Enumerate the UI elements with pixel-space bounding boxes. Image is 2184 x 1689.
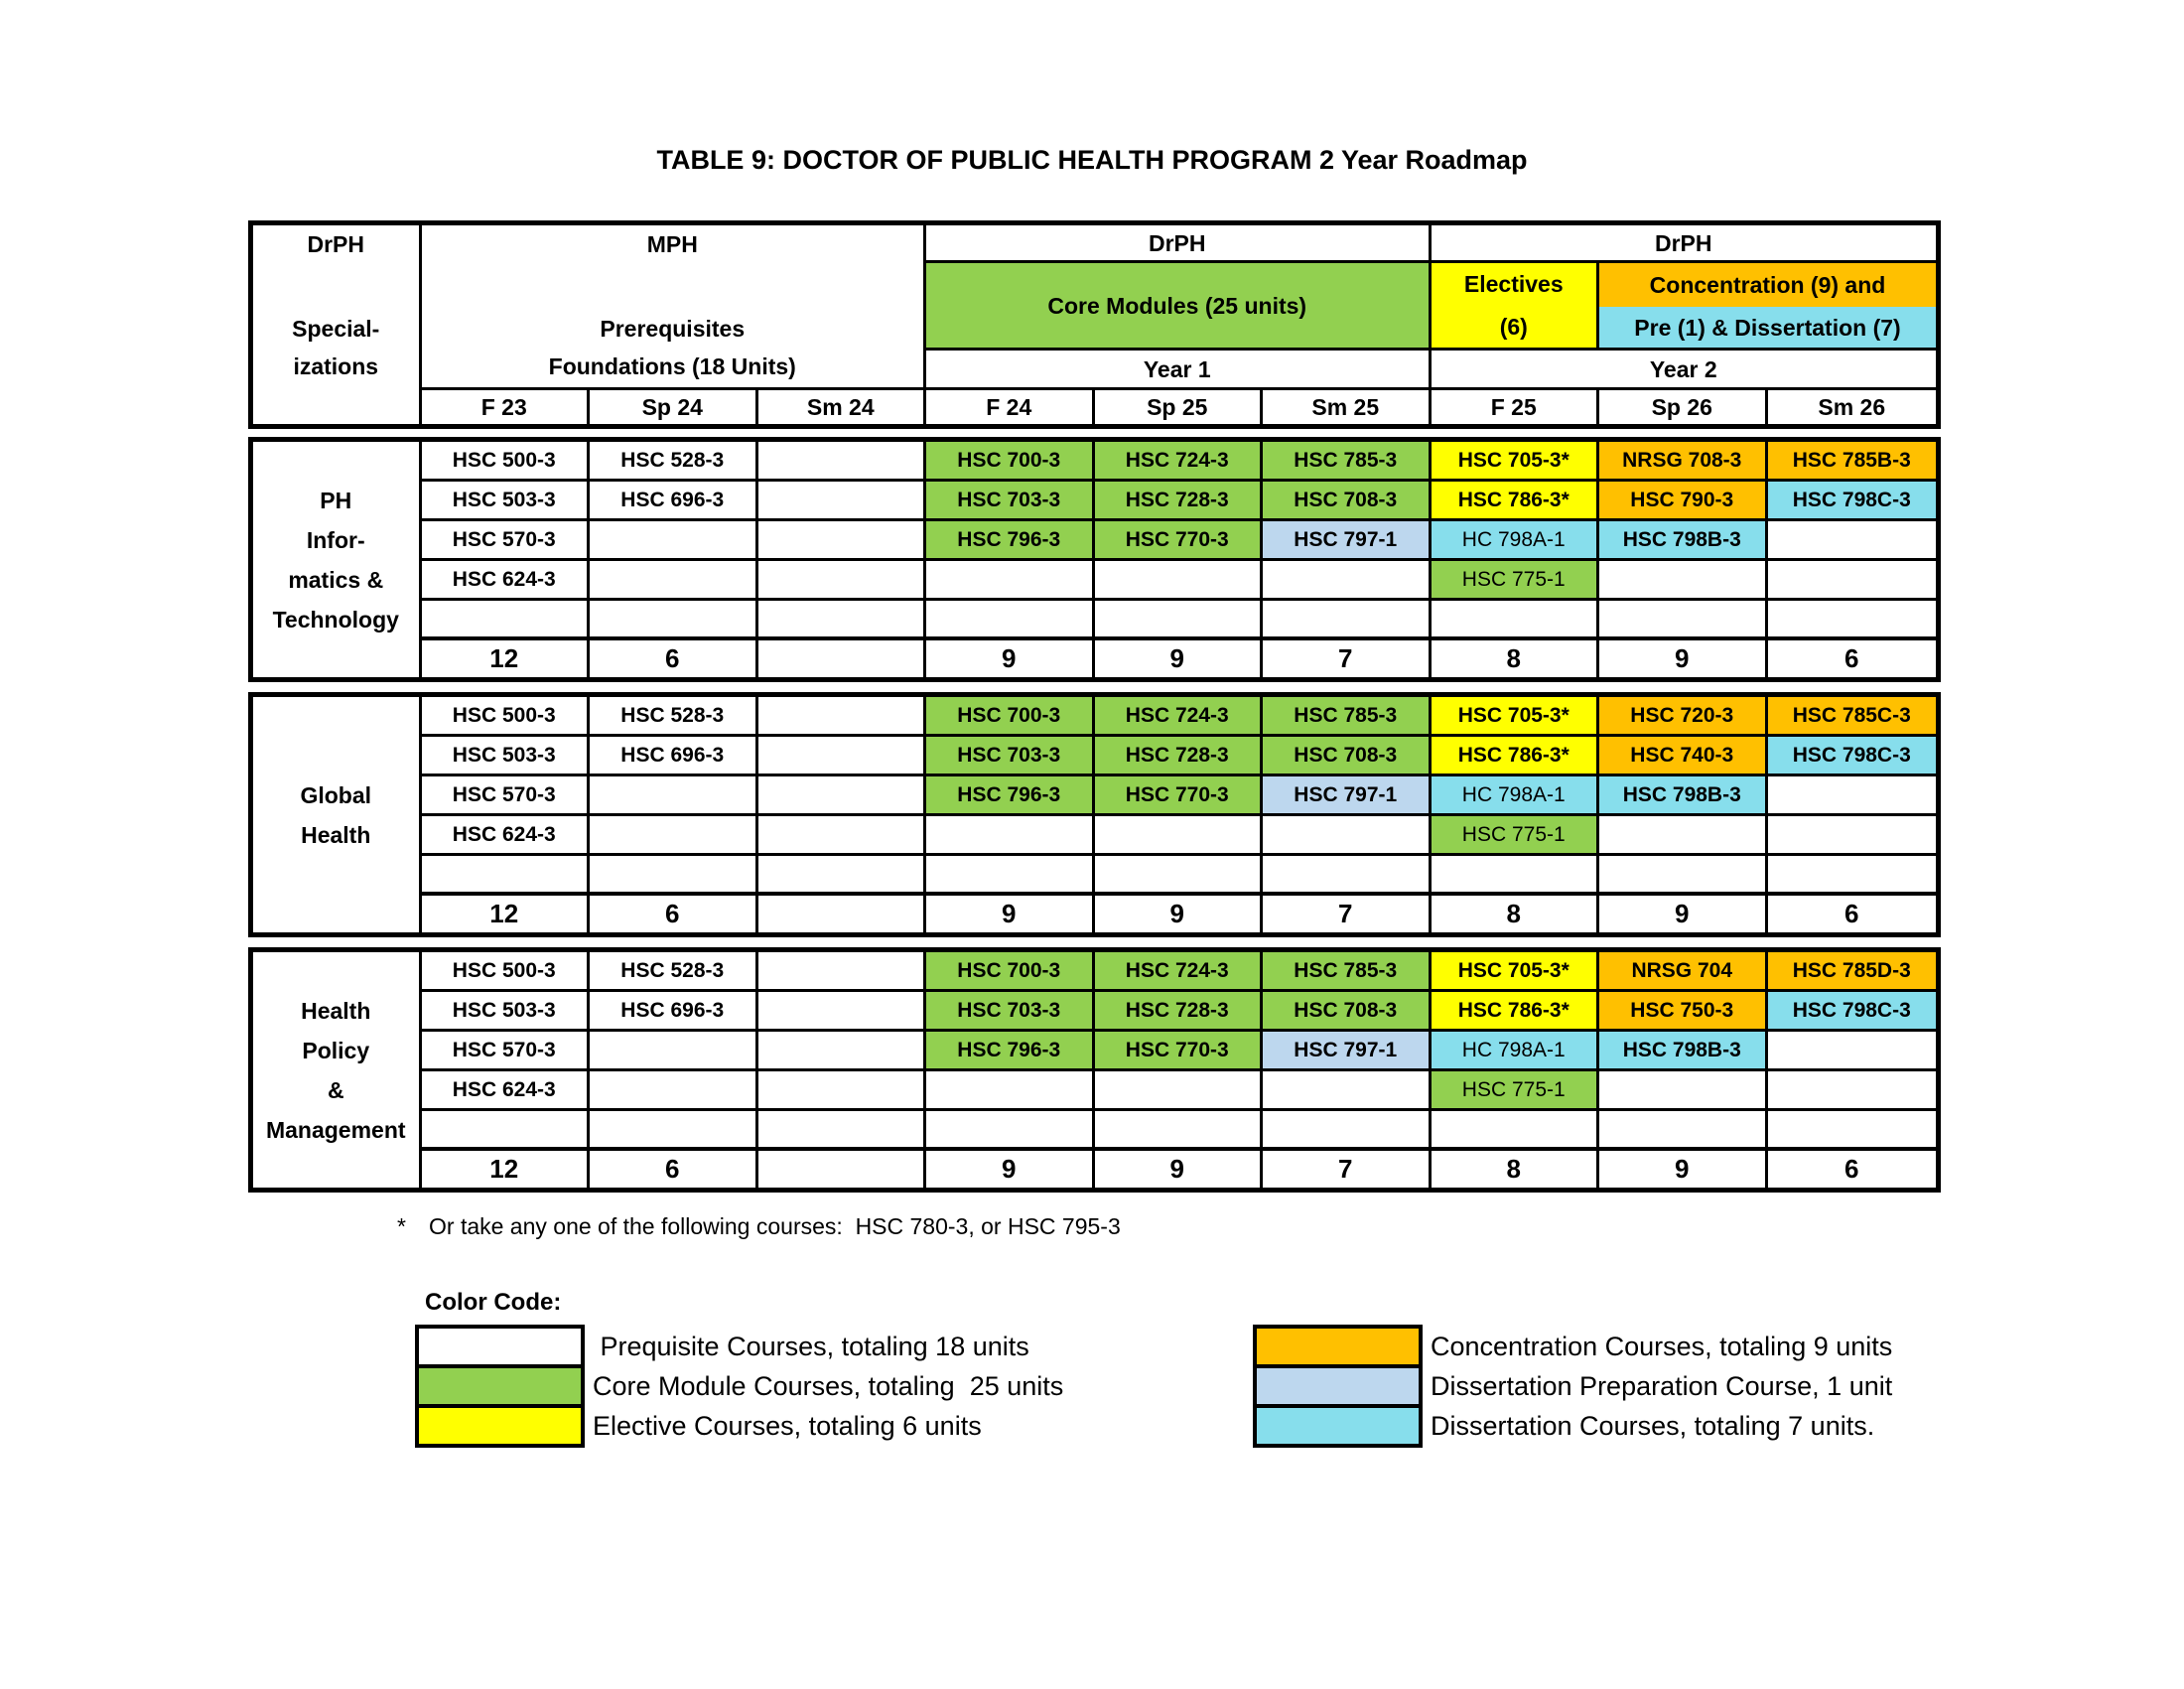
legend-label: Elective Courses, totaling 6 units (593, 1410, 982, 1441)
course-cell: HSC 785-3 (1263, 442, 1432, 482)
roadmap-header (248, 220, 1941, 429)
year2-label: Year 2 (1432, 351, 1937, 390)
electives-label: Electives (1463, 271, 1564, 298)
spec-header-cell (253, 225, 422, 424)
empty-cell (1599, 816, 1768, 856)
course-cell: HSC 570-3 (422, 521, 591, 561)
footnote (397, 1213, 1121, 1240)
course-cell: HSC 750-3 (1599, 992, 1768, 1032)
course-cell: HSC 785D-3 (1768, 952, 1937, 992)
course-cell: HSC 785-3 (1263, 697, 1432, 737)
course-cell: HSC 528-3 (590, 442, 758, 482)
specialization-label (253, 697, 422, 932)
course-cell: HSC 570-3 (422, 776, 591, 816)
course-cell: HSC 703-3 (926, 482, 1095, 521)
semester-units-total: 6 (1844, 1154, 1859, 1184)
course-cell: HSC 724-3 (1095, 442, 1264, 482)
empty-cell (590, 1111, 758, 1151)
course-cell: HSC 703-3 (926, 737, 1095, 776)
empty-cell (1095, 561, 1264, 601)
semester-units-total: 9 (926, 640, 1095, 677)
specialization-label-line: matics & (288, 566, 384, 593)
empty-cell (926, 816, 1095, 856)
legend-swatch-cyan (1253, 1404, 1423, 1448)
spec-header-line: izations (293, 353, 379, 379)
empty-cell (590, 521, 758, 561)
empty-cell (590, 601, 758, 640)
course-cell: HSC 728-3 (1095, 992, 1264, 1032)
term-label: Sp 25 (1095, 390, 1264, 424)
course-cell: HSC 724-3 (1095, 697, 1264, 737)
course-cell: HSC 797-1 (1263, 1032, 1432, 1071)
legend-row (415, 1364, 1063, 1408)
semester-units-total: 8 (1432, 896, 1600, 932)
footnote-text: Or take any one of the following courses: HSC 780-3, or HSC 795-3 (429, 1213, 1121, 1239)
specialization-block (248, 437, 1941, 682)
legend-label: Prequisite Courses, totaling 18 units (593, 1331, 1029, 1361)
empty-cell (590, 856, 758, 896)
empty-cell (758, 1071, 927, 1111)
empty-cell (758, 697, 927, 737)
empty-cell (758, 816, 927, 856)
course-cell: HSC 500-3 (422, 697, 591, 737)
semester-units-total: 6 (590, 896, 758, 932)
empty-cell (1432, 601, 1600, 640)
course-cell: HSC 796-3 (926, 521, 1095, 561)
empty-cell (1768, 816, 1937, 856)
legend-row (415, 1325, 1063, 1368)
course-cell: HSC 798C-3 (1768, 992, 1937, 1032)
semester-units-total: 6 (1844, 643, 1859, 673)
course-cell: HSC 720-3 (1599, 697, 1768, 737)
course-cell: HSC 786-3* (1432, 482, 1600, 521)
empty-cell (1768, 776, 1937, 816)
legend-swatch-white (415, 1325, 585, 1368)
course-cell: HSC 500-3 (422, 442, 591, 482)
drph-year1-title: DrPH (926, 225, 1432, 263)
course-cell: HSC 705-3* (1432, 442, 1600, 482)
empty-cell (1768, 1032, 1937, 1071)
empty-cell (1095, 816, 1264, 856)
semester-units-total (758, 896, 927, 932)
semester-units-total (758, 640, 927, 677)
electives-units: (6) (1499, 313, 1528, 340)
empty-cell (1768, 856, 1937, 896)
semester-units-total: 8 (1432, 640, 1600, 677)
course-cell: HSC 503-3 (422, 992, 591, 1032)
semester-units-total: 12 (422, 896, 591, 932)
legend-label: Dissertation Courses, totaling 7 units. (1431, 1410, 1875, 1441)
course-cell: NRSG 708-3 (1599, 442, 1768, 482)
specialization-label-line: Policy (302, 1037, 370, 1063)
course-cell: HSC 703-3 (926, 992, 1095, 1032)
course-cell: HSC 700-3 (926, 697, 1095, 737)
course-cell: HSC 700-3 (926, 952, 1095, 992)
footnote-asterisk: * (397, 1213, 406, 1239)
legend-row (1253, 1325, 1892, 1368)
course-cell: HSC 775-1 (1432, 561, 1600, 601)
empty-cell (758, 992, 927, 1032)
course-cell: HSC 528-3 (590, 952, 758, 992)
empty-cell (1095, 1111, 1264, 1151)
course-cell: HSC 796-3 (926, 776, 1095, 816)
course-cell: HC 798A-1 (1432, 1032, 1600, 1071)
course-cell: HC 798A-1 (1432, 521, 1600, 561)
semester-units-total: 9 (1095, 896, 1264, 932)
course-cell: HSC 708-3 (1263, 482, 1432, 521)
empty-cell (1599, 1071, 1768, 1111)
semester-units-total: 9 (1095, 640, 1264, 677)
course-cell: HSC 570-3 (422, 1032, 591, 1071)
course-cell: HSC 775-1 (1432, 1071, 1600, 1111)
course-cell: HSC 790-3 (1599, 482, 1768, 521)
course-cell: HSC 708-3 (1263, 737, 1432, 776)
empty-cell (758, 952, 927, 992)
course-cell: HSC 798B-3 (1599, 776, 1768, 816)
year1-label: Year 1 (926, 351, 1432, 390)
empty-cell (758, 856, 927, 896)
course-cell: HSC 624-3 (422, 816, 591, 856)
empty-cell (1599, 1111, 1768, 1151)
empty-cell (758, 776, 927, 816)
specialization-label-line: PH (320, 487, 352, 513)
course-cell: HSC 798C-3 (1768, 737, 1937, 776)
empty-cell (422, 1111, 591, 1151)
empty-cell (1768, 521, 1937, 561)
course-cell: HSC 797-1 (1263, 521, 1432, 561)
semester-units-total: 7 (1263, 896, 1432, 932)
legend-row (415, 1404, 1063, 1448)
empty-cell (1768, 1111, 1937, 1151)
mph-foundations-label: Foundations (18 Units) (548, 353, 796, 379)
empty-cell (1263, 1111, 1432, 1151)
empty-cell (758, 561, 927, 601)
term-label: Sm 26 (1818, 394, 1886, 420)
empty-cell (926, 1071, 1095, 1111)
course-cell: HSC 770-3 (1095, 1032, 1264, 1071)
empty-cell (1263, 561, 1432, 601)
empty-cell (1095, 1071, 1264, 1111)
core-modules-band: Core Modules (25 units) (926, 263, 1432, 351)
specialization-label-line: & (327, 1076, 344, 1103)
empty-cell (1768, 1071, 1937, 1111)
empty-cell (758, 521, 927, 561)
course-cell: HSC 798B-3 (1599, 521, 1768, 561)
drph-year2-title: DrPH (1432, 225, 1937, 263)
concentration-band: Concentration (9) and (1599, 263, 1936, 307)
semester-units-total: 9 (926, 1151, 1095, 1188)
dissertation-band: Pre (1) & Dissertation (7) (1599, 307, 1936, 351)
legend-swatch-yellow (415, 1404, 585, 1448)
legend-row (1253, 1364, 1892, 1408)
semester-units-total: 12 (422, 1151, 591, 1188)
course-cell: HSC 786-3* (1432, 737, 1600, 776)
empty-cell (926, 1111, 1095, 1151)
course-cell: HSC 770-3 (1095, 776, 1264, 816)
legend-swatch-green (415, 1364, 585, 1408)
course-cell: NRSG 704 (1599, 952, 1768, 992)
empty-cell (1432, 1111, 1600, 1151)
course-cell: HSC 798C-3 (1768, 482, 1937, 521)
empty-cell (422, 856, 591, 896)
course-cell: HC 798A-1 (1432, 776, 1600, 816)
semester-units-total: 7 (1263, 1151, 1432, 1188)
course-cell: HSC 797-1 (1263, 776, 1432, 816)
course-cell: HSC 705-3* (1432, 952, 1600, 992)
empty-cell (758, 1111, 927, 1151)
term-label: F 24 (926, 390, 1095, 424)
specialization-label-line: Health (301, 997, 371, 1024)
specialization-blocks (248, 437, 1941, 1202)
specialization-block (248, 692, 1941, 937)
empty-cell (590, 816, 758, 856)
empty-cell (1432, 856, 1600, 896)
course-cell: HSC 700-3 (926, 442, 1095, 482)
term-label: Sp 26 (1599, 390, 1768, 424)
course-cell: HSC 500-3 (422, 952, 591, 992)
course-cell: HSC 786-3* (1432, 992, 1600, 1032)
semester-units-total: 6 (590, 640, 758, 677)
color-code-legend-right (1253, 1325, 1892, 1448)
course-cell: HSC 696-3 (590, 737, 758, 776)
empty-cell (1599, 601, 1768, 640)
course-cell: HSC 785C-3 (1768, 697, 1937, 737)
empty-cell (758, 601, 927, 640)
color-code-legend-left (415, 1325, 1063, 1448)
empty-cell (758, 1032, 927, 1071)
legend-swatch-lightblue (1253, 1364, 1423, 1408)
empty-cell (1263, 856, 1432, 896)
empty-cell (926, 561, 1095, 601)
specialization-label-line: Global (300, 781, 372, 808)
specialization-block (248, 947, 1941, 1193)
empty-cell (926, 601, 1095, 640)
semester-units-total: 7 (1263, 640, 1432, 677)
empty-cell (1263, 601, 1432, 640)
term-label: Sp 24 (590, 390, 758, 424)
course-cell: HSC 696-3 (590, 482, 758, 521)
semester-units-total: 6 (1844, 899, 1859, 928)
empty-cell (590, 776, 758, 816)
mph-title: MPH (646, 231, 698, 257)
legend-label: Concentration Courses, totaling 9 units (1431, 1331, 1893, 1361)
empty-cell (590, 1071, 758, 1111)
semester-units-total: 9 (926, 896, 1095, 932)
course-cell: HSC 624-3 (422, 561, 591, 601)
legend-label: Core Module Courses, totaling 25 units (593, 1370, 1064, 1401)
empty-cell (1095, 601, 1264, 640)
course-cell: HSC 705-3* (1432, 697, 1600, 737)
spec-header-line: DrPH (307, 231, 364, 257)
course-cell: HSC 624-3 (422, 1071, 591, 1111)
empty-cell (1599, 561, 1768, 601)
specialization-label-line: Technology (272, 606, 399, 633)
term-label: F 23 (422, 390, 591, 424)
empty-cell (1768, 561, 1937, 601)
specialization-label (253, 952, 422, 1188)
empty-cell (1263, 1071, 1432, 1111)
specialization-label-line: Health (301, 821, 371, 848)
spec-header-line: Special- (292, 316, 380, 342)
empty-cell (1263, 816, 1432, 856)
empty-cell (758, 737, 927, 776)
legend-row (1253, 1404, 1892, 1448)
electives-band (1432, 263, 1600, 351)
empty-cell (1095, 856, 1264, 896)
empty-cell (926, 856, 1095, 896)
semester-units-total: 9 (1599, 640, 1768, 677)
course-cell: HSC 798B-3 (1599, 1032, 1768, 1071)
empty-cell (590, 561, 758, 601)
empty-cell (590, 1032, 758, 1071)
empty-cell (1599, 856, 1768, 896)
course-cell: HSC 785B-3 (1768, 442, 1937, 482)
specialization-label-line: Infor- (306, 526, 365, 553)
course-cell: HSC 770-3 (1095, 521, 1264, 561)
color-code-title: Color Code: (425, 1289, 562, 1316)
course-cell: HSC 775-1 (1432, 816, 1600, 856)
specialization-label-line: Management (265, 1116, 406, 1143)
semester-units-total (758, 1151, 927, 1188)
course-cell: HSC 708-3 (1263, 992, 1432, 1032)
term-label: Sm 25 (1263, 390, 1432, 424)
empty-cell (758, 442, 927, 482)
course-cell: HSC 728-3 (1095, 737, 1264, 776)
mph-header-cell (422, 225, 927, 390)
mph-prerequisites-label: Prerequisites (600, 316, 746, 342)
page-title: TABLE 9: DOCTOR OF PUBLIC HEALTH PROGRAM 2 Year Roadmap (656, 145, 1528, 175)
course-cell: HSC 724-3 (1095, 952, 1264, 992)
semester-units-total: 12 (422, 640, 591, 677)
course-cell: HSC 785-3 (1263, 952, 1432, 992)
term-label: F 25 (1432, 390, 1600, 424)
semester-units-total: 9 (1599, 896, 1768, 932)
course-cell: HSC 503-3 (422, 482, 591, 521)
semester-units-total: 9 (1095, 1151, 1264, 1188)
course-cell: HSC 503-3 (422, 737, 591, 776)
course-cell: HSC 528-3 (590, 697, 758, 737)
term-label: Sm 24 (758, 390, 927, 424)
empty-cell (1768, 601, 1937, 640)
course-cell: HSC 740-3 (1599, 737, 1768, 776)
legend-swatch-orange (1253, 1325, 1423, 1368)
course-cell: HSC 796-3 (926, 1032, 1095, 1071)
semester-units-total: 6 (590, 1151, 758, 1188)
empty-cell (422, 601, 591, 640)
specialization-label (253, 442, 422, 677)
course-cell: HSC 728-3 (1095, 482, 1264, 521)
semester-units-total: 8 (1432, 1151, 1600, 1188)
course-cell: HSC 696-3 (590, 992, 758, 1032)
semester-units-total: 9 (1599, 1151, 1768, 1188)
legend-label: Dissertation Preparation Course, 1 unit (1431, 1370, 1893, 1401)
empty-cell (758, 482, 927, 521)
